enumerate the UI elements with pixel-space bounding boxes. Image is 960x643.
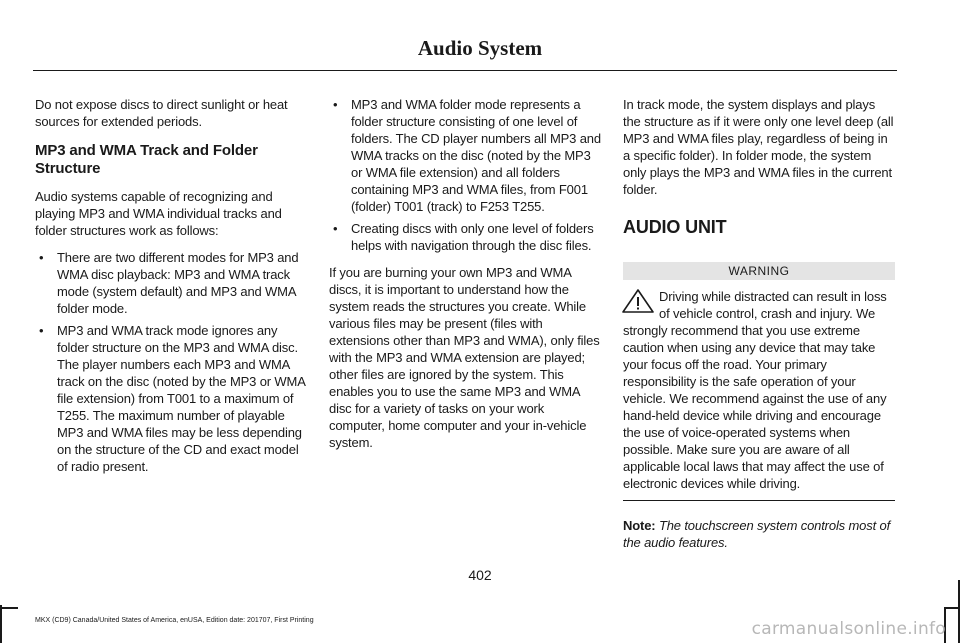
paragraph: If you are burning your own MP3 and WMA discs, it is important to understand how the system reads the structures you create. While various files may be present (files with extensions other than MP3 and WMA), only files with the MP3 and WMA extension are played; other files are ignored by the system. This enables you to use the same MP3 and WMA disc for a variety of tasks on your work computer, home computer and your in-vehicle system.	[329, 265, 600, 450]
note-label: Note:	[623, 518, 656, 533]
watermark-logo: carmanualsonline.info	[751, 619, 946, 639]
section-heading: AUDIO UNIT	[623, 217, 727, 237]
warning-box	[623, 288, 895, 492]
list-item: • MP3 and WMA track mode ignores any folder structure on the MP3 and WMA disc. The player numbers each MP3 and WMA track on the disc (noted by the MP3 or WMA file extension) from T001 to a maximum of T255. The maximum number of playable MP3 and WMA files may be less depending on the structure of the CD and exact model of radio present.	[39, 323, 306, 474]
column-3	[623, 96, 895, 561]
paragraph: In track mode, the system displays and plays the structure as if it were only one level deep (all MP3 and WMA files play, regardless of being in a specific folder). In folder mode, the system only plays the MP3 and WMA files in the current folder.	[623, 97, 894, 197]
paragraph: Do not expose discs to direct sunlight or heat sources for extended periods.	[35, 97, 288, 129]
warning-text: Driving while distracted can result in loss of vehicle control, crash and injury. We strongly recommend that you use extreme caution when using any device that may take your focus off the road. Your primary responsibility is the safe operation of your vehicle. We recommend against the use of any hand-held device while driving and encourage the use of voice-operated systems when possible. Make sure you are aware of all applicable local laws that may affect the use of electronic devices while driving.	[623, 289, 887, 491]
list-item: • Creating discs with only one level of folders helps with navigation through the disc files.	[333, 221, 594, 253]
footer-edition-info: MKX (CD9) Canada/United States of America, enUSA, Edition date: 201707, First Printing	[35, 617, 314, 624]
warning-triangle-icon	[621, 288, 655, 314]
note-text: The touchscreen system controls most of the audio features.	[623, 518, 891, 550]
list-item: • There are two different modes for MP3 and WMA disc playback: MP3 and WMA track mode (system default) and MP3 and WMA folder mode.	[39, 250, 299, 316]
crop-mark	[958, 580, 960, 643]
column-2	[329, 96, 601, 461]
header-rule	[33, 70, 897, 71]
bullet-list	[35, 249, 307, 475]
paragraph: Audio systems capable of recognizing and playing MP3 and WMA individual tracks and folder structures work as follows:	[35, 189, 282, 238]
bullet-icon: •	[333, 221, 338, 236]
column-1	[35, 96, 307, 485]
warning-label: WARNING	[623, 262, 895, 280]
list-item: • MP3 and WMA folder mode represents a folder structure consisting of one level of folders. The CD player numbers all MP3 and WMA tracks on the disc (noted by the MP3 or WMA file extension) and all folders containing MP3 and WMA files, from F001 (folder) T001 (track) to F253 T255.	[333, 97, 601, 214]
bullet-list	[329, 96, 601, 254]
bullet-icon: •	[333, 97, 338, 112]
subsection-heading: MP3 and WMA Track and Folder Structure	[35, 142, 258, 177]
crop-mark	[0, 607, 18, 609]
bullet-icon: •	[39, 323, 44, 338]
bullet-icon: •	[39, 250, 44, 265]
warning-rule	[623, 500, 895, 501]
page-header-title: Audio System	[417, 36, 543, 60]
page-number: 402	[468, 567, 492, 583]
crop-mark	[0, 605, 2, 643]
note	[623, 517, 895, 551]
